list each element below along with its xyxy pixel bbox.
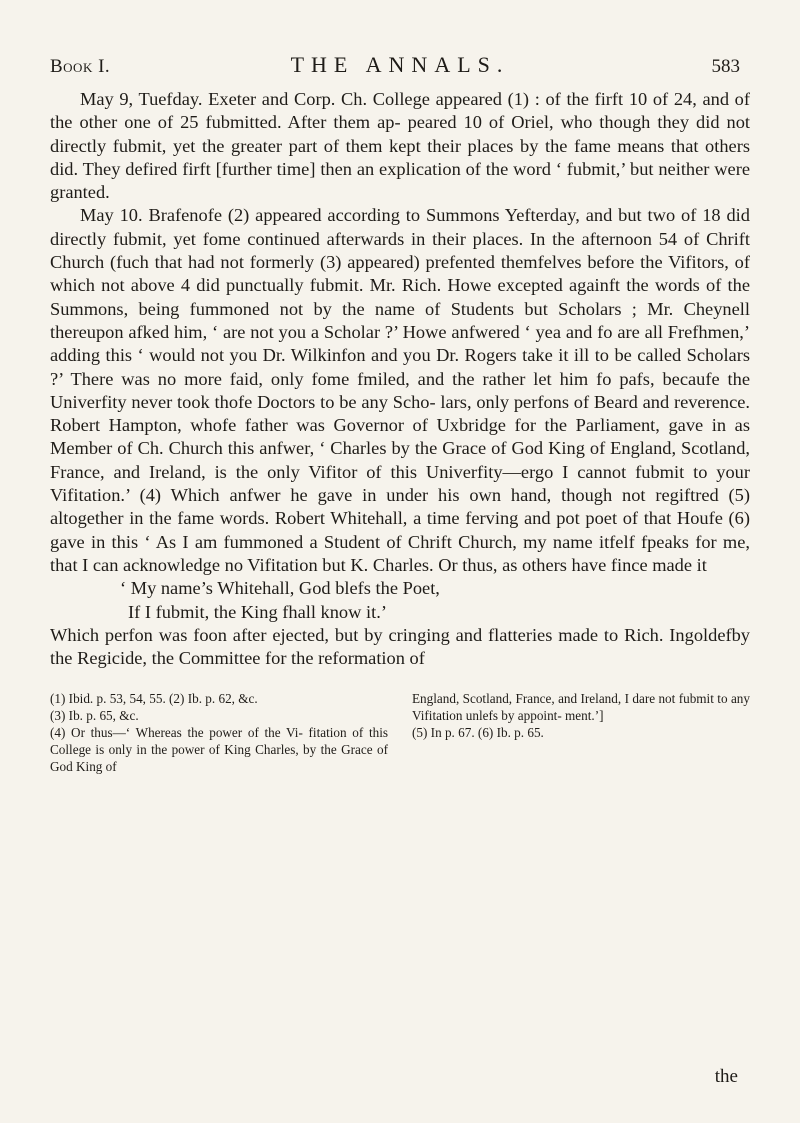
paragraph-may-10: May 10. Brafenofe (2) appeared according to Summons Yefterday, and but two of 18 did directly fubmit, yet fome continued afterwards in their places. In the afternoon 54 of Chrift Church (fuch that had not formerly (3) appeared) prefented themfelves before the Vifitors, of which not above 4 did punctually fubmit. Mr. Rich. Howe excepted againft the words of the Summons, being fummoned not by the name of Students but Scholars ; Mr. Cheynell thereupon afked him, ‘ are not you a Scholar ?’ Howe anfwered ‘ yea and fo are all Frefhmen,’ adding this ‘ would not you Dr. Wilkinfon and you Dr. Rogers take it ill to be called Scholars ?’ There was no more faid, only fome fmiled, and the rather let him fo pafs, becaufe the Univerfity never took thofe Doctors to be any Scho- lars, only perfons of Beard and reverence. Robert Hampton, whofe father was Governor of Uxbridge for the Parliament, gave in as Member of Ch. Church this anfwer, ‘ Charles by the Grace of God King of England, Scotland, France, and Ireland, is the only Vifitor of this Univerfity—ergo I cannot fubmit to your Vifitation.’ (4) Which anfwer he gave in under his own hand, though not regiftred (5) altogether in the fame words. Robert Whitehall, a time ferving and pot poet of that Houfe (6) gave in this ‘ As I am fummoned a Student of Chrift Church, my name itfelf fpeaks for me, that I can acknowledge no Vifitation but K. Charles. Or thus, as others have fince made it (50, 205, 750, 575)
footnote: (3) Ib. p. 65, &c. (50, 708, 139, 724)
book-page (50, 48, 750, 1088)
verse-line: If I fubmit, the King fhall know it.’ (128, 601, 387, 622)
footnotes (50, 690, 750, 775)
book-label: Book I. (50, 56, 111, 77)
page-number: 583 (711, 56, 740, 77)
catchword: the (714, 1066, 738, 1087)
verse-line: ‘ My name’s Whitehall, God blefs the Poet, (120, 578, 440, 599)
footnote: (4) Or thus—‘ Whereas the power of the Vi- fitation of this College is only in the power of King Charles, by the Grace of God King of (50, 725, 388, 775)
main-text (50, 88, 750, 670)
running-header (50, 48, 750, 82)
running-title: THE ANNALS. (290, 52, 510, 77)
verse-quotation (120, 577, 750, 624)
footnotes-right-column (412, 690, 750, 775)
footnote: (1) Ibid. p. 53, 54, 55. (2) Ib. p. 62, &c. (50, 691, 258, 707)
paragraph-continuation: Which perfon was foon after ejected, but by cringing and flatteries made to Rich. Ingoldefby the Regicide, the Committee for the reformation of (50, 624, 750, 669)
paragraph-may-9: May 9, Tuefday. Exeter and Corp. Ch. College appeared (1) : of the firft 10 of 24, and of the other one of 25 fubmitted. After them ap- peared 10 of Oriel, who though they did not directly fubmit, yet the greater part of them kept their places by the fame means that others did. They defired firft [further time] then an explication of the word ‘ fubmit,’ but neither were granted. (50, 89, 750, 203)
footnote: England, Scotland, France, and Ireland, I dare not fubmit to any Vifitation unlefs by appoint- ment.’] (412, 691, 750, 724)
footnote: (5) In p. 67. (6) Ib. p. 65. (412, 725, 544, 741)
footnotes-left-column (50, 690, 388, 775)
